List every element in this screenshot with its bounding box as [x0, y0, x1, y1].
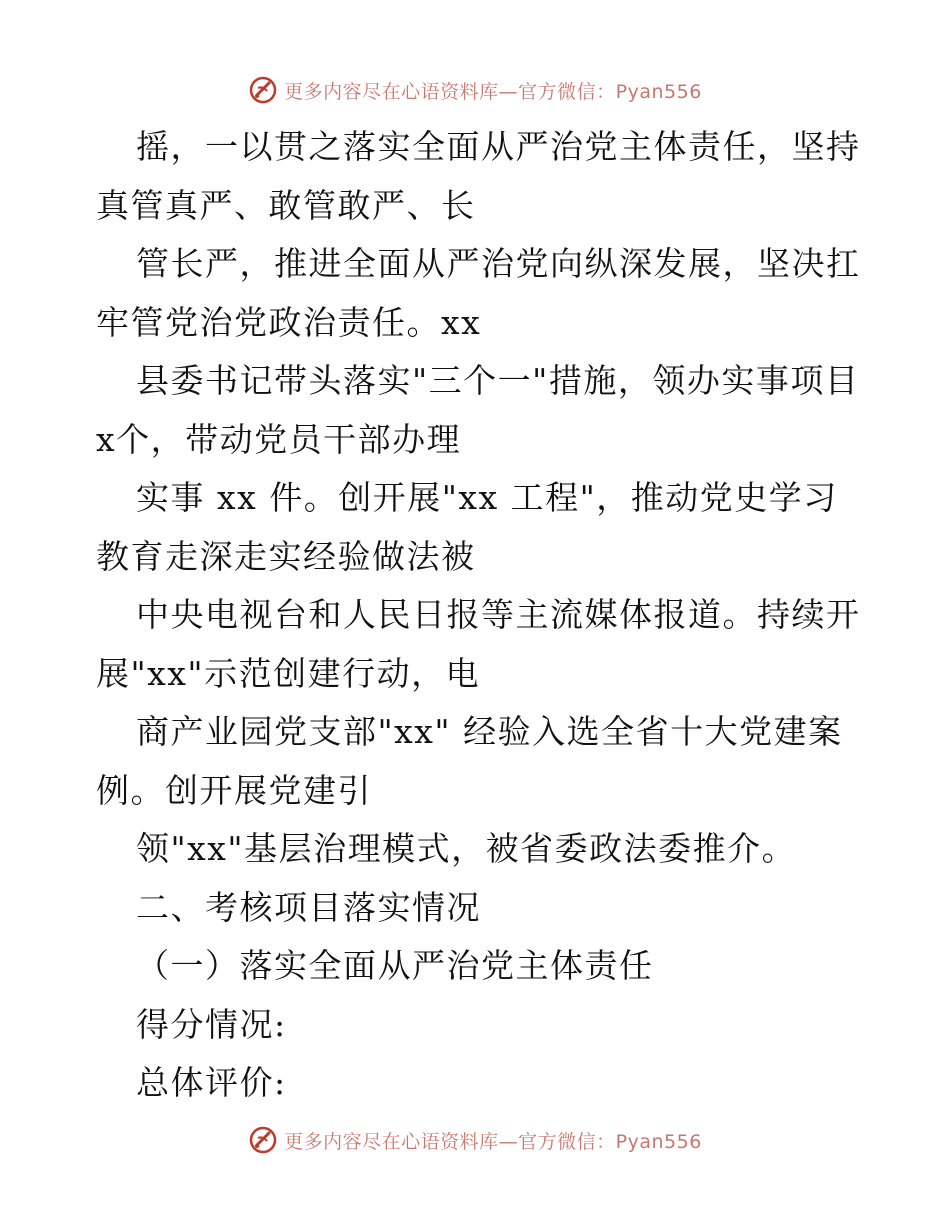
text-line: 管长严，推进全面从严治党向纵深发展，坚决扛 — [136, 244, 861, 283]
text-line: 中央电视台和人民日报等主流媒体报道。持续开 — [136, 595, 861, 634]
brush-seal-icon — [248, 1125, 278, 1155]
text-line: 县委书记带头落实"三个一"措施，领办实事项目 — [136, 361, 860, 400]
text-line: 二、考核项目落实情况 — [136, 887, 481, 927]
text-line: 教育走深走实经验做法被 — [96, 536, 476, 576]
document-body — [96, 118, 861, 1113]
text-line: 例。创开展党建引 — [96, 770, 372, 810]
brush-seal-icon — [248, 75, 278, 105]
text-line: （一）落实全面从严治党主体责任 — [136, 946, 654, 985]
text-line: 商产业园党支部"xx" 经验入选全省十大党建案 — [136, 712, 843, 751]
text-line: 得分情况: — [136, 1004, 287, 1044]
text-line: 总体评价: — [136, 1063, 287, 1102]
text-line: 展"xx"示范创建行动，电 — [96, 653, 481, 693]
text-line: 牢管党治党政治责任。xx — [96, 302, 482, 342]
header-watermark — [0, 72, 950, 108]
watermark-text: 更多内容尽在心语资料库—官方微信：Pyan556 — [284, 80, 702, 103]
text-line: 实事 xx 件。创开展"xx 工程"，推动党史学习 — [136, 478, 838, 517]
text-line: x个，带动党员干部办理 — [96, 419, 462, 459]
text-line: 摇，一以贯之落实全面从严治党主体责任，坚持 — [136, 127, 861, 166]
footer-watermark — [0, 1122, 950, 1158]
text-line: 真管真严、敢管敢严、长 — [96, 185, 476, 225]
watermark-text: 更多内容尽在心语资料库—官方微信：Pyan556 — [284, 1130, 702, 1153]
text-line: 领"xx"基层治理模式，被省委政法委推介。 — [136, 829, 797, 868]
